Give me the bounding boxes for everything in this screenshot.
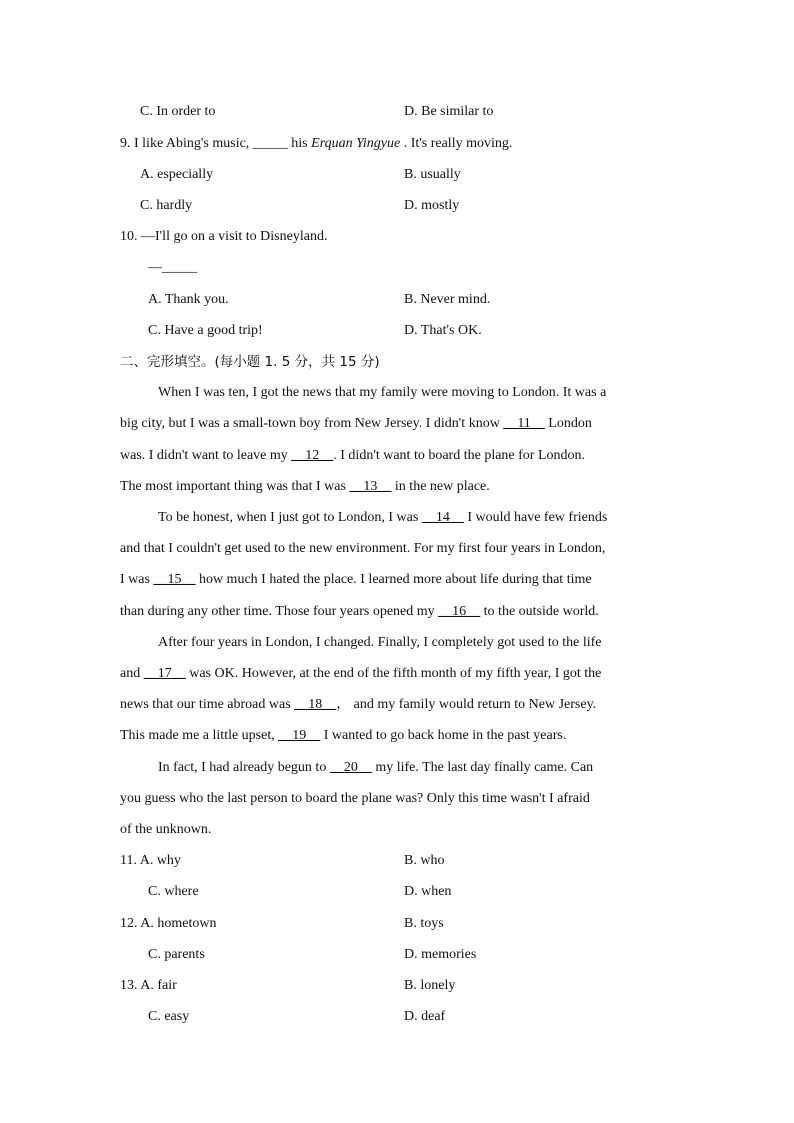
blank-16: __16__: [438, 604, 481, 619]
blank-18: __18__: [294, 697, 337, 712]
q11-option-c: C. where: [148, 884, 199, 899]
section-2-title: 二、完形填空。(每小题 1. 5 分，共 15 分): [120, 354, 380, 370]
passage-line: [158, 759, 593, 777]
q13-option-c: C. easy: [148, 1009, 190, 1024]
blank-17: __17__: [143, 666, 186, 681]
passage-text: and: [120, 666, 144, 681]
q11-option-a: 11. A. why: [120, 853, 181, 868]
q13-option-a: 13. A. fair: [120, 978, 177, 993]
passage-line: you guess who the last person to board the plane was? Only this time wasn't I afraid: [120, 791, 590, 806]
passage-line: [120, 478, 490, 496]
passage-text: I wanted to go back home in the past years.: [320, 728, 567, 743]
q9-option-c: C. hardly: [140, 198, 193, 213]
passage-text: was OK. However, at the end of the fifth month of my fifth year, I got the: [185, 666, 602, 681]
passage-text: This made me a little upset,: [120, 728, 279, 743]
blank-20: __20__: [329, 760, 372, 775]
passage-text: in the new place.: [391, 479, 490, 494]
passage-line: [120, 447, 585, 465]
passage-line: After four years in London, I changed. Finally, I completely got used to the life: [158, 635, 602, 650]
passage-line: [120, 696, 596, 714]
passage-line: [158, 509, 607, 527]
passage-text: . I didn't want to board the plane for London.: [333, 448, 586, 463]
passage-line: of the unknown.: [120, 822, 212, 837]
q12-option-a: 12. A. hometown: [120, 916, 217, 931]
q9-stem-pre: 9. I like Abing's music,: [120, 136, 253, 151]
passage-text: was. I didn't want to leave my: [120, 448, 292, 463]
q9-option-a: A. especially: [140, 167, 214, 182]
q9-option-b: B. usually: [404, 167, 461, 182]
passage-line: [120, 727, 566, 745]
passage-line: [120, 665, 601, 683]
passage-text: In fact, I had already begun to: [158, 760, 330, 775]
q12-option-d: D. memories: [404, 947, 477, 962]
q10-option-c: C. Have a good trip!: [148, 323, 263, 338]
passage-text: I would have few friends: [463, 510, 608, 525]
q11-option-b: B. who: [404, 853, 445, 868]
q11-option-d: D. when: [404, 884, 452, 899]
passage-text: how much I hated the place. I learned more about life during that time: [195, 572, 592, 587]
passage-text: ， and my family would return to New Jersey.: [336, 697, 597, 712]
passage-text: news that our time abroad was: [120, 697, 295, 712]
blank-12: __12__: [291, 448, 334, 463]
passage-line: [120, 603, 599, 621]
passage-line: [120, 415, 592, 433]
q10-stem: 10. —I'll go on a visit to Disneyland.: [120, 229, 328, 244]
passage-text: The most important thing was that I was: [120, 479, 350, 494]
blank-11: __11__: [503, 416, 545, 431]
q10-option-d: D. That's OK.: [404, 323, 482, 338]
blank-15: __15__: [153, 572, 196, 587]
q9-stem-mid: his: [287, 136, 312, 151]
q10-option-b: B. Never mind.: [404, 292, 491, 307]
blank-14: __14__: [421, 510, 464, 525]
passage-text: to the outside world.: [480, 604, 599, 619]
q13-option-b: B. lonely: [404, 978, 456, 993]
passage-text: To be honest, when I just got to London, I was: [158, 510, 422, 525]
q9-stem-post: . It's really moving.: [400, 136, 513, 151]
passage-text: than during any other time. Those four years opened my: [120, 604, 439, 619]
passage-line: [120, 571, 592, 589]
q13-option-d: D. deaf: [404, 1009, 446, 1024]
q9-stem: [120, 135, 512, 153]
q8-option-d: D. Be similar to: [404, 104, 494, 119]
q12-option-b: B. toys: [404, 916, 444, 931]
blank-19: __19__: [278, 728, 321, 743]
passage-text: I was: [120, 572, 154, 587]
q10-reply: —_____: [148, 260, 197, 275]
q9-work-title: Erquan Yingyue: [311, 136, 401, 151]
passage-line: and that I couldn't get used to the new environment. For my first four years in London,: [120, 541, 606, 556]
passage-line: When I was ten, I got the news that my family were moving to London. It was a: [158, 385, 607, 400]
passage-text: my life. The last day finally came. Can: [371, 760, 594, 775]
q9-blank: _____: [252, 136, 288, 151]
q12-option-c: C. parents: [148, 947, 205, 962]
q8-option-c: C. In order to: [140, 104, 216, 119]
blank-13: __13__: [349, 479, 392, 494]
passage-text: big city, but I was a small-town boy from New Jersey. I didn't know: [120, 416, 504, 431]
q10-option-a: A. Thank you.: [148, 292, 229, 307]
q9-option-d: D. mostly: [404, 198, 460, 213]
passage-text: London: [544, 416, 592, 431]
